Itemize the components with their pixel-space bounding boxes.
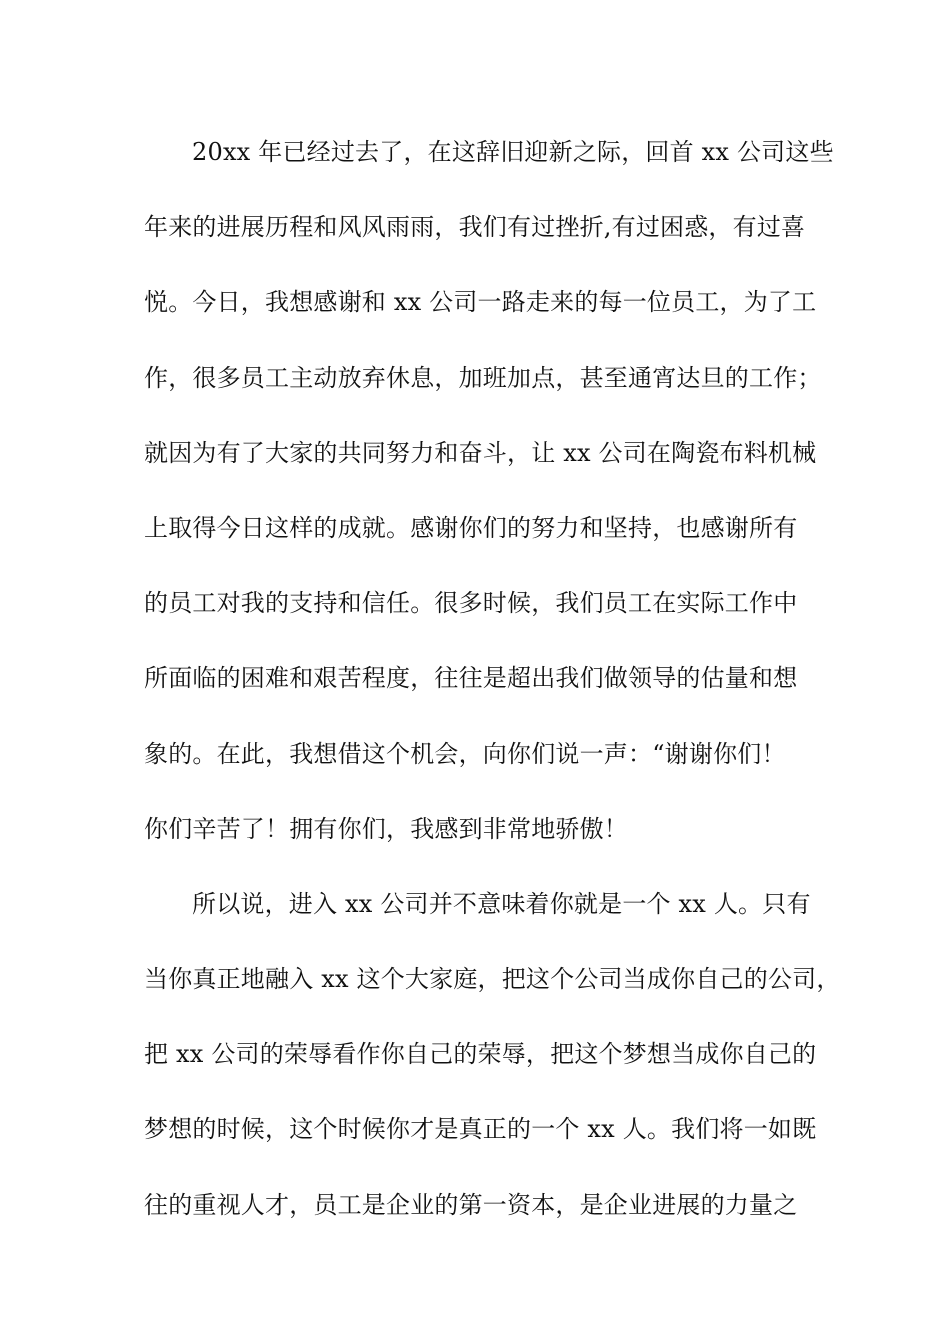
paragraph-1-line-6: 上取得今日这样的成就。感谢你们的努力和坚持，也感谢所有 — [144, 513, 798, 542]
body-text — [144, 128, 841, 1256]
paragraph-2-line-5: 往的重视人才，员工是企业的第一资本，是企业进展的力量之 — [144, 1190, 798, 1219]
paragraph-1-line-4: 作，很多员工主动放弃休息，加班加点，甚至通宵达旦的工作； — [144, 363, 822, 392]
paragraph-1-line-5: 就因为有了大家的共同努力和奋斗，让 xx 公司在陶瓷布料机械 — [144, 438, 817, 467]
paragraph-1-line-7: 的员工对我的支持和信任。很多时候，我们员工在实际工作中 — [144, 589, 798, 618]
paragraph-1-line-3: 悦。今日，我想感谢和 xx 公司一路走来的每一位员工，为了工 — [144, 288, 817, 317]
paragraph-1-line-2: 年来的进展历程和风风雨雨，我们有过挫折,有过困惑，有过喜 — [144, 213, 806, 242]
paragraph-1-line-9: 象的。在此，我想借这个机会，向你们说一声：“谢谢你们！ — [144, 739, 786, 768]
paragraph-1-line-10: 你们辛苦了！拥有你们，我感到非常地骄傲！ — [144, 814, 628, 843]
paragraph-1-line-1: 20xx 年已经过去了，在这辞旧迎新之际，回首 xx 公司这些 — [192, 138, 834, 166]
paragraph-2-line-3: 把 xx 公司的荣辱看作你自己的荣辱，把这个梦想当成你自己的 — [144, 1040, 817, 1069]
paragraph-2-line-4: 梦想的时候，这个时候你才是真正的一个 xx 人。我们将一如既 — [144, 1115, 817, 1144]
paragraph-2-line-1: 所以说，进入 xx 公司并不意味着你就是一个 xx 人。只有 — [192, 889, 811, 918]
paragraph-1-line-8: 所面临的困难和艰苦程度，往往是超出我们做领导的估量和想 — [144, 664, 798, 693]
paragraph-2-line-2: 当你真正地融入 xx 这个大家庭，把这个公司当成你自己的公司， — [144, 965, 841, 994]
